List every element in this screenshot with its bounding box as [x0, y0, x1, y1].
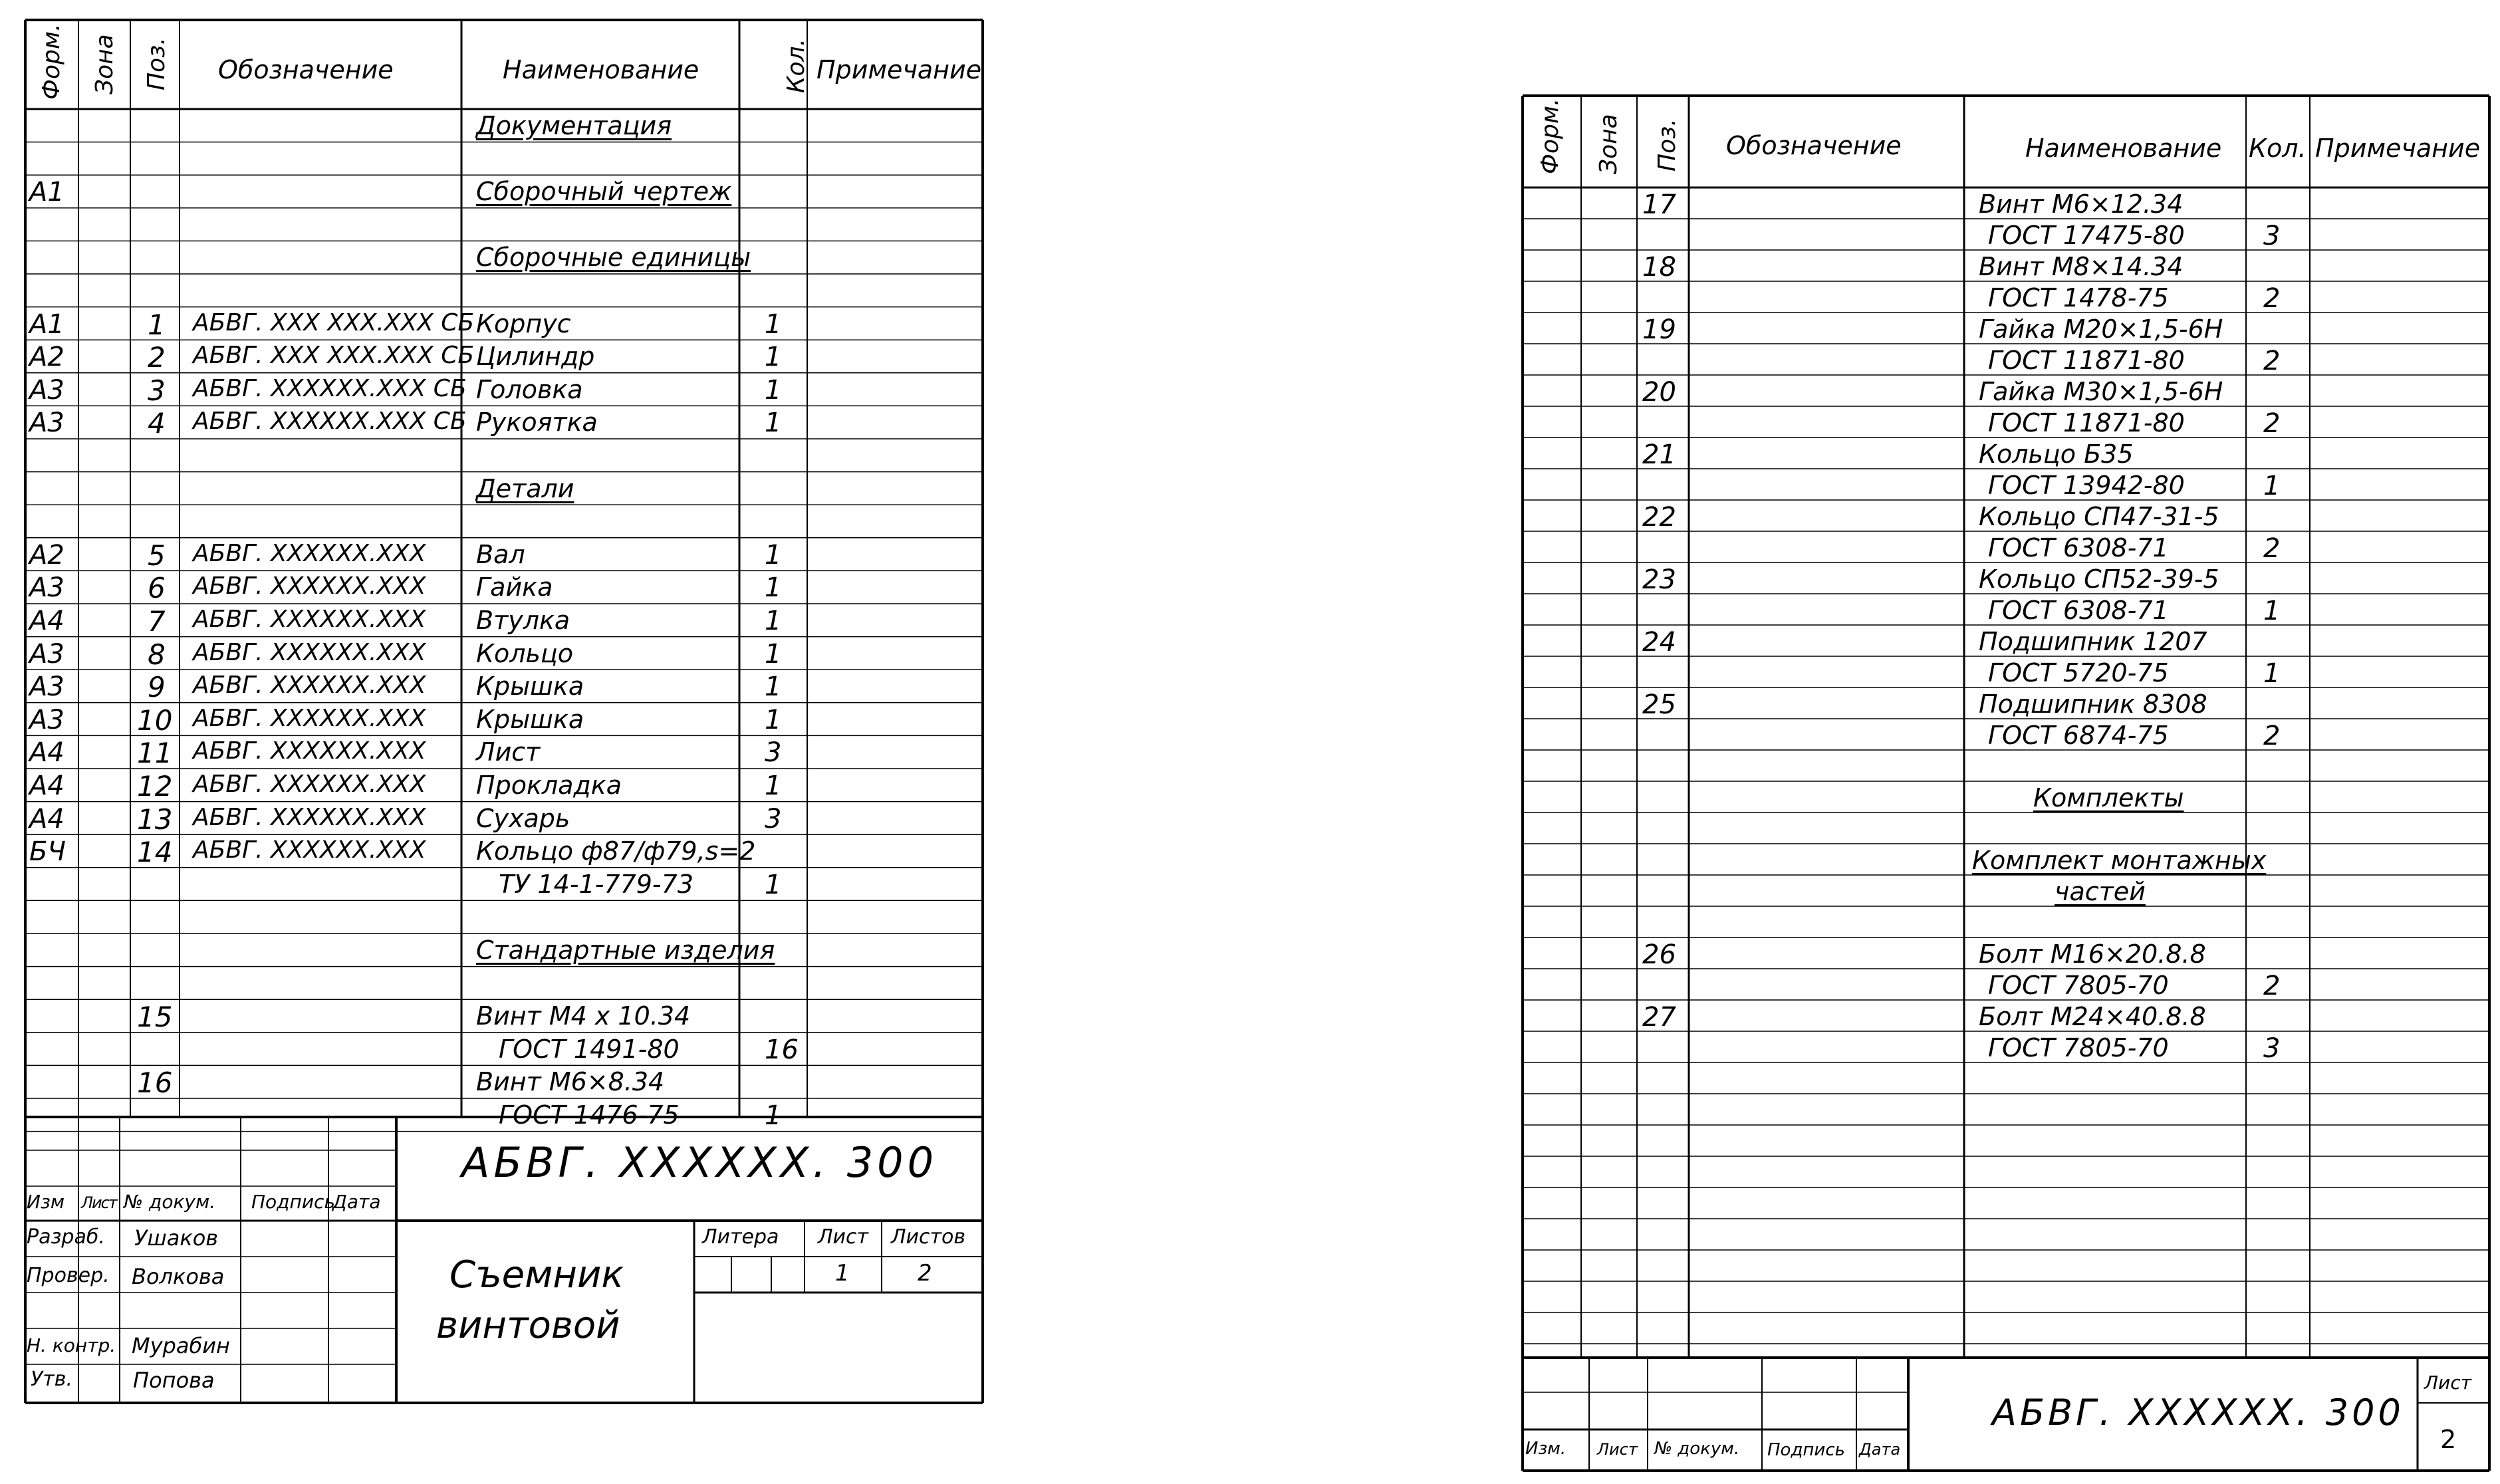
row-position: 24 — [1642, 627, 1676, 658]
row-quantity: 1 — [765, 1100, 782, 1131]
row-name: Цилиндр — [476, 342, 595, 372]
row-quantity: 3 — [765, 737, 782, 769]
row-name: ГОСТ 6308-71 — [1988, 596, 2169, 625]
header-qty: Кол. — [783, 38, 810, 93]
label-list: Лист — [81, 1193, 116, 1212]
section-heading: Документация — [476, 111, 672, 140]
row-format: А4 — [29, 737, 64, 769]
row-quantity: 2 — [2263, 346, 2281, 376]
row-quantity: 3 — [2263, 1033, 2281, 1064]
doc-number-2: АБВГ. XXXXXX. 300 — [1992, 1392, 2404, 1433]
row-name: Винт М6×8.34 — [476, 1067, 665, 1097]
name-utv: Попова — [133, 1368, 215, 1393]
label-litera: Литера — [702, 1225, 779, 1249]
row-position: 13 — [137, 803, 173, 836]
row-format: А3 — [29, 638, 64, 670]
row-format: А4 — [29, 803, 64, 834]
label-ndokum-2: № докум. — [1654, 1439, 1740, 1459]
row-quantity: 1 — [765, 572, 782, 604]
row-position: 23 — [1642, 564, 1676, 595]
row-quantity: 16 — [765, 1034, 799, 1065]
row-designation: АБВГ. XXXXXX.XXX — [193, 606, 426, 633]
row-designation: АБВГ. XXXXXX.XXX — [193, 737, 426, 765]
section-heading: Сборочные единицы — [476, 243, 751, 273]
header-note: Примечание — [816, 55, 982, 84]
label-izm: Изм — [27, 1191, 64, 1213]
value-list: 1 — [835, 1260, 850, 1287]
row-quantity: 1 — [765, 309, 782, 340]
row-format: А1 — [29, 309, 64, 340]
product-title-line1: Съемник — [449, 1253, 624, 1297]
label-list-2: Лист — [1597, 1440, 1638, 1459]
header-designation-2: Обозначение — [1726, 131, 1902, 160]
row-position: 19 — [1642, 314, 1676, 345]
section-heading: Детали — [476, 473, 574, 503]
row-name: ГОСТ 6874-75 — [1988, 721, 2169, 750]
section-heading: Стандартные изделия — [476, 935, 775, 965]
row-name: Гайка М20×1,5-6Н — [1979, 314, 2223, 344]
row-quantity: 2 — [2263, 533, 2281, 564]
label-list-num: Лист — [818, 1225, 869, 1249]
row-designation: АБВГ. XXXXXX.XXX — [193, 803, 426, 831]
name-nkontr: Мурабин — [132, 1333, 230, 1358]
row-designation: АБВГ. XXXXXX.XXX — [193, 572, 426, 600]
row-format: А3 — [29, 572, 64, 604]
row-name: ГОСТ 13942-80 — [1988, 471, 2185, 500]
row-name: Крышка — [476, 672, 584, 701]
row-position: 5 — [148, 539, 166, 572]
row-quantity: 1 — [765, 771, 782, 801]
row-position: 9 — [148, 671, 166, 704]
header-format: Форм. — [38, 23, 65, 100]
doc-number: АБВГ. XXXXXX. 300 — [461, 1138, 938, 1187]
row-name: Прокладка — [476, 771, 622, 800]
row-name: Винт М6×12.34 — [1979, 189, 2184, 219]
row-position: 21 — [1642, 439, 1676, 470]
row-name: Вал — [476, 539, 525, 569]
row-name: Гайка М30×1,5-6Н — [1979, 377, 2223, 406]
row-name: ГОСТ 17475-80 — [1988, 221, 2185, 250]
row-position: 2 — [148, 341, 166, 374]
row-name: Подшипник 8308 — [1979, 689, 2207, 719]
row-name: Корпус — [476, 309, 571, 338]
row-position: 3 — [148, 374, 166, 407]
row-format: А3 — [29, 704, 64, 735]
row-quantity: 1 — [765, 342, 782, 373]
row-designation: АБВГ. XXXXXX.XXX — [193, 836, 426, 864]
product-title-line2: винтовой — [436, 1304, 620, 1347]
row-name: Кольцо СП52-39-5 — [1979, 564, 2219, 594]
row-name: ГОСТ 7805-70 — [1988, 1033, 2169, 1062]
row-name: Рукоятка — [476, 408, 598, 437]
value-listov: 2 — [918, 1260, 932, 1287]
label-data: Дата — [332, 1191, 381, 1213]
label-list-num-2: Лист — [2424, 1372, 2471, 1394]
header-pos: Поз. — [143, 37, 170, 90]
row-designation: АБВГ. XXXXXX.XXX СБ — [193, 374, 467, 402]
row-quantity: 1 — [2263, 658, 2281, 689]
row-name: Кольцо ф87/ф79,s=2 — [476, 836, 756, 866]
row-quantity: 1 — [765, 408, 782, 439]
row-position: 4 — [148, 407, 166, 440]
header-note-2: Примечание — [2315, 134, 2481, 163]
row-name: ТУ 14-1-779-73 — [499, 869, 693, 899]
label-nkontr: Н. контр. — [27, 1334, 116, 1356]
row-position: 18 — [1642, 252, 1676, 283]
row-name: Головка — [476, 374, 583, 404]
row-name: Кольцо — [476, 638, 574, 668]
row-quantity: 3 — [2263, 221, 2281, 251]
row-designation: АБВГ. XXXXXX.XXX — [193, 638, 426, 666]
row-position: 15 — [137, 1001, 173, 1034]
row-quantity: 1 — [765, 374, 782, 406]
row-quantity: 1 — [765, 672, 782, 703]
label-izm-2: Изм. — [1525, 1439, 1566, 1459]
row-name: Винт М8×14.34 — [1979, 252, 2184, 281]
row-name: Болт М24×40.8.8 — [1979, 1002, 2206, 1031]
name-prover: Волкова — [132, 1264, 225, 1289]
header-qty-2: Кол. — [2249, 134, 2307, 163]
row-designation: АБВГ. XXXXXX.XXX — [193, 704, 426, 732]
section-heading: Комплекты — [2033, 783, 2184, 812]
header-format-2: Форм. — [1537, 98, 1564, 174]
row-name: Сборочный чертеж — [476, 177, 732, 207]
label-podpis-2: Подпись — [1767, 1440, 1845, 1460]
row-name: Болт М16×20.8.8 — [1979, 939, 2206, 969]
label-utv: Утв. — [31, 1368, 72, 1391]
row-format: БЧ — [29, 836, 66, 868]
row-quantity: 2 — [2263, 408, 2281, 439]
label-prover: Провер. — [27, 1264, 110, 1287]
row-name: Кольцо СП47-31-5 — [1979, 502, 2219, 531]
header-zone: Зона — [91, 34, 118, 94]
section-heading: частей — [2055, 877, 2146, 906]
row-designation: АБВГ. XXX XXX.XXX СБ — [193, 342, 475, 370]
row-format: А1 — [29, 177, 64, 208]
label-razrab: Разраб. — [27, 1225, 105, 1249]
row-position: 27 — [1642, 1002, 1676, 1033]
section-heading: Комплект монтажных — [1972, 846, 2267, 875]
row-quantity: 1 — [2263, 596, 2281, 626]
row-name: Подшипник 1207 — [1979, 627, 2207, 656]
row-format: А2 — [29, 539, 64, 570]
row-position: 10 — [137, 703, 173, 737]
row-position: 25 — [1642, 689, 1676, 720]
row-name: ГОСТ 11871-80 — [1988, 346, 2185, 375]
row-position: 6 — [148, 572, 166, 605]
row-position: 26 — [1642, 939, 1676, 970]
row-name: Кольцо Б35 — [1979, 439, 2134, 469]
row-name: Лист — [476, 737, 541, 767]
row-position: 20 — [1642, 377, 1676, 408]
row-quantity: 1 — [765, 606, 782, 636]
row-quantity: 1 — [765, 869, 782, 900]
row-quantity: 3 — [765, 803, 782, 834]
header-zone-2: Зона — [1595, 114, 1622, 174]
label-data-2: Дата — [1859, 1440, 1901, 1459]
name-razrab: Ушаков — [134, 1225, 219, 1251]
row-position: 14 — [137, 836, 173, 869]
row-format: А4 — [29, 606, 64, 636]
row-name: Крышка — [476, 704, 584, 734]
row-name: ГОСТ 5720-75 — [1988, 658, 2169, 687]
label-listov: Листов — [891, 1225, 966, 1249]
row-position: 22 — [1642, 502, 1676, 533]
row-quantity: 2 — [2263, 283, 2281, 314]
row-name: ГОСТ 6308-71 — [1988, 533, 2169, 562]
row-name: ГОСТ 7805-70 — [1988, 971, 2169, 1000]
row-format: А3 — [29, 672, 64, 703]
row-quantity: 2 — [2263, 971, 2281, 1001]
row-name: ГОСТ 1491-80 — [499, 1034, 680, 1064]
row-designation: АБВГ. XXXXXX.XXX — [193, 771, 426, 798]
row-designation: АБВГ. XXXXXX.XXX — [193, 539, 426, 567]
row-name: ГОСТ 1476-75 — [499, 1100, 680, 1130]
value-list-2: 2 — [2440, 1425, 2457, 1454]
row-quantity: 1 — [765, 539, 782, 570]
row-position: 12 — [137, 770, 173, 803]
row-designation: АБВГ. XXX XXX.XXX СБ — [193, 309, 475, 336]
header-pos-2: Поз. — [1654, 118, 1681, 172]
row-name: Гайка — [476, 572, 553, 602]
row-quantity: 1 — [765, 638, 782, 670]
row-quantity: 2 — [2263, 721, 2281, 751]
label-ndokum: № докум. — [124, 1191, 216, 1213]
row-name: ГОСТ 1478-75 — [1988, 283, 2169, 312]
label-podpis: Подпись — [251, 1191, 335, 1213]
header-designation: Обозначение — [218, 55, 394, 84]
row-quantity: 1 — [2263, 471, 2281, 501]
row-designation: АБВГ. XXXXXX.XXX — [193, 672, 426, 699]
row-position: 16 — [137, 1066, 173, 1100]
header-name-2: Наименование — [2025, 134, 2222, 163]
row-format: А3 — [29, 408, 64, 439]
row-format: А4 — [29, 771, 64, 801]
row-quantity: 1 — [765, 704, 782, 735]
row-position: 1 — [148, 308, 166, 341]
row-name: Сухарь — [476, 803, 570, 833]
header-name: Наименование — [503, 55, 699, 84]
row-designation: АБВГ. XXXXXX.XXX СБ — [193, 408, 467, 435]
row-format: А2 — [29, 342, 64, 373]
row-name: Винт М4 х 10.34 — [476, 1001, 691, 1031]
row-position: 11 — [137, 737, 173, 770]
row-name: ГОСТ 11871-80 — [1988, 408, 2185, 437]
row-position: 8 — [148, 638, 166, 671]
row-position: 7 — [148, 605, 166, 638]
row-format: А3 — [29, 374, 64, 406]
row-name: Втулка — [476, 606, 570, 635]
row-position: 17 — [1642, 189, 1676, 220]
